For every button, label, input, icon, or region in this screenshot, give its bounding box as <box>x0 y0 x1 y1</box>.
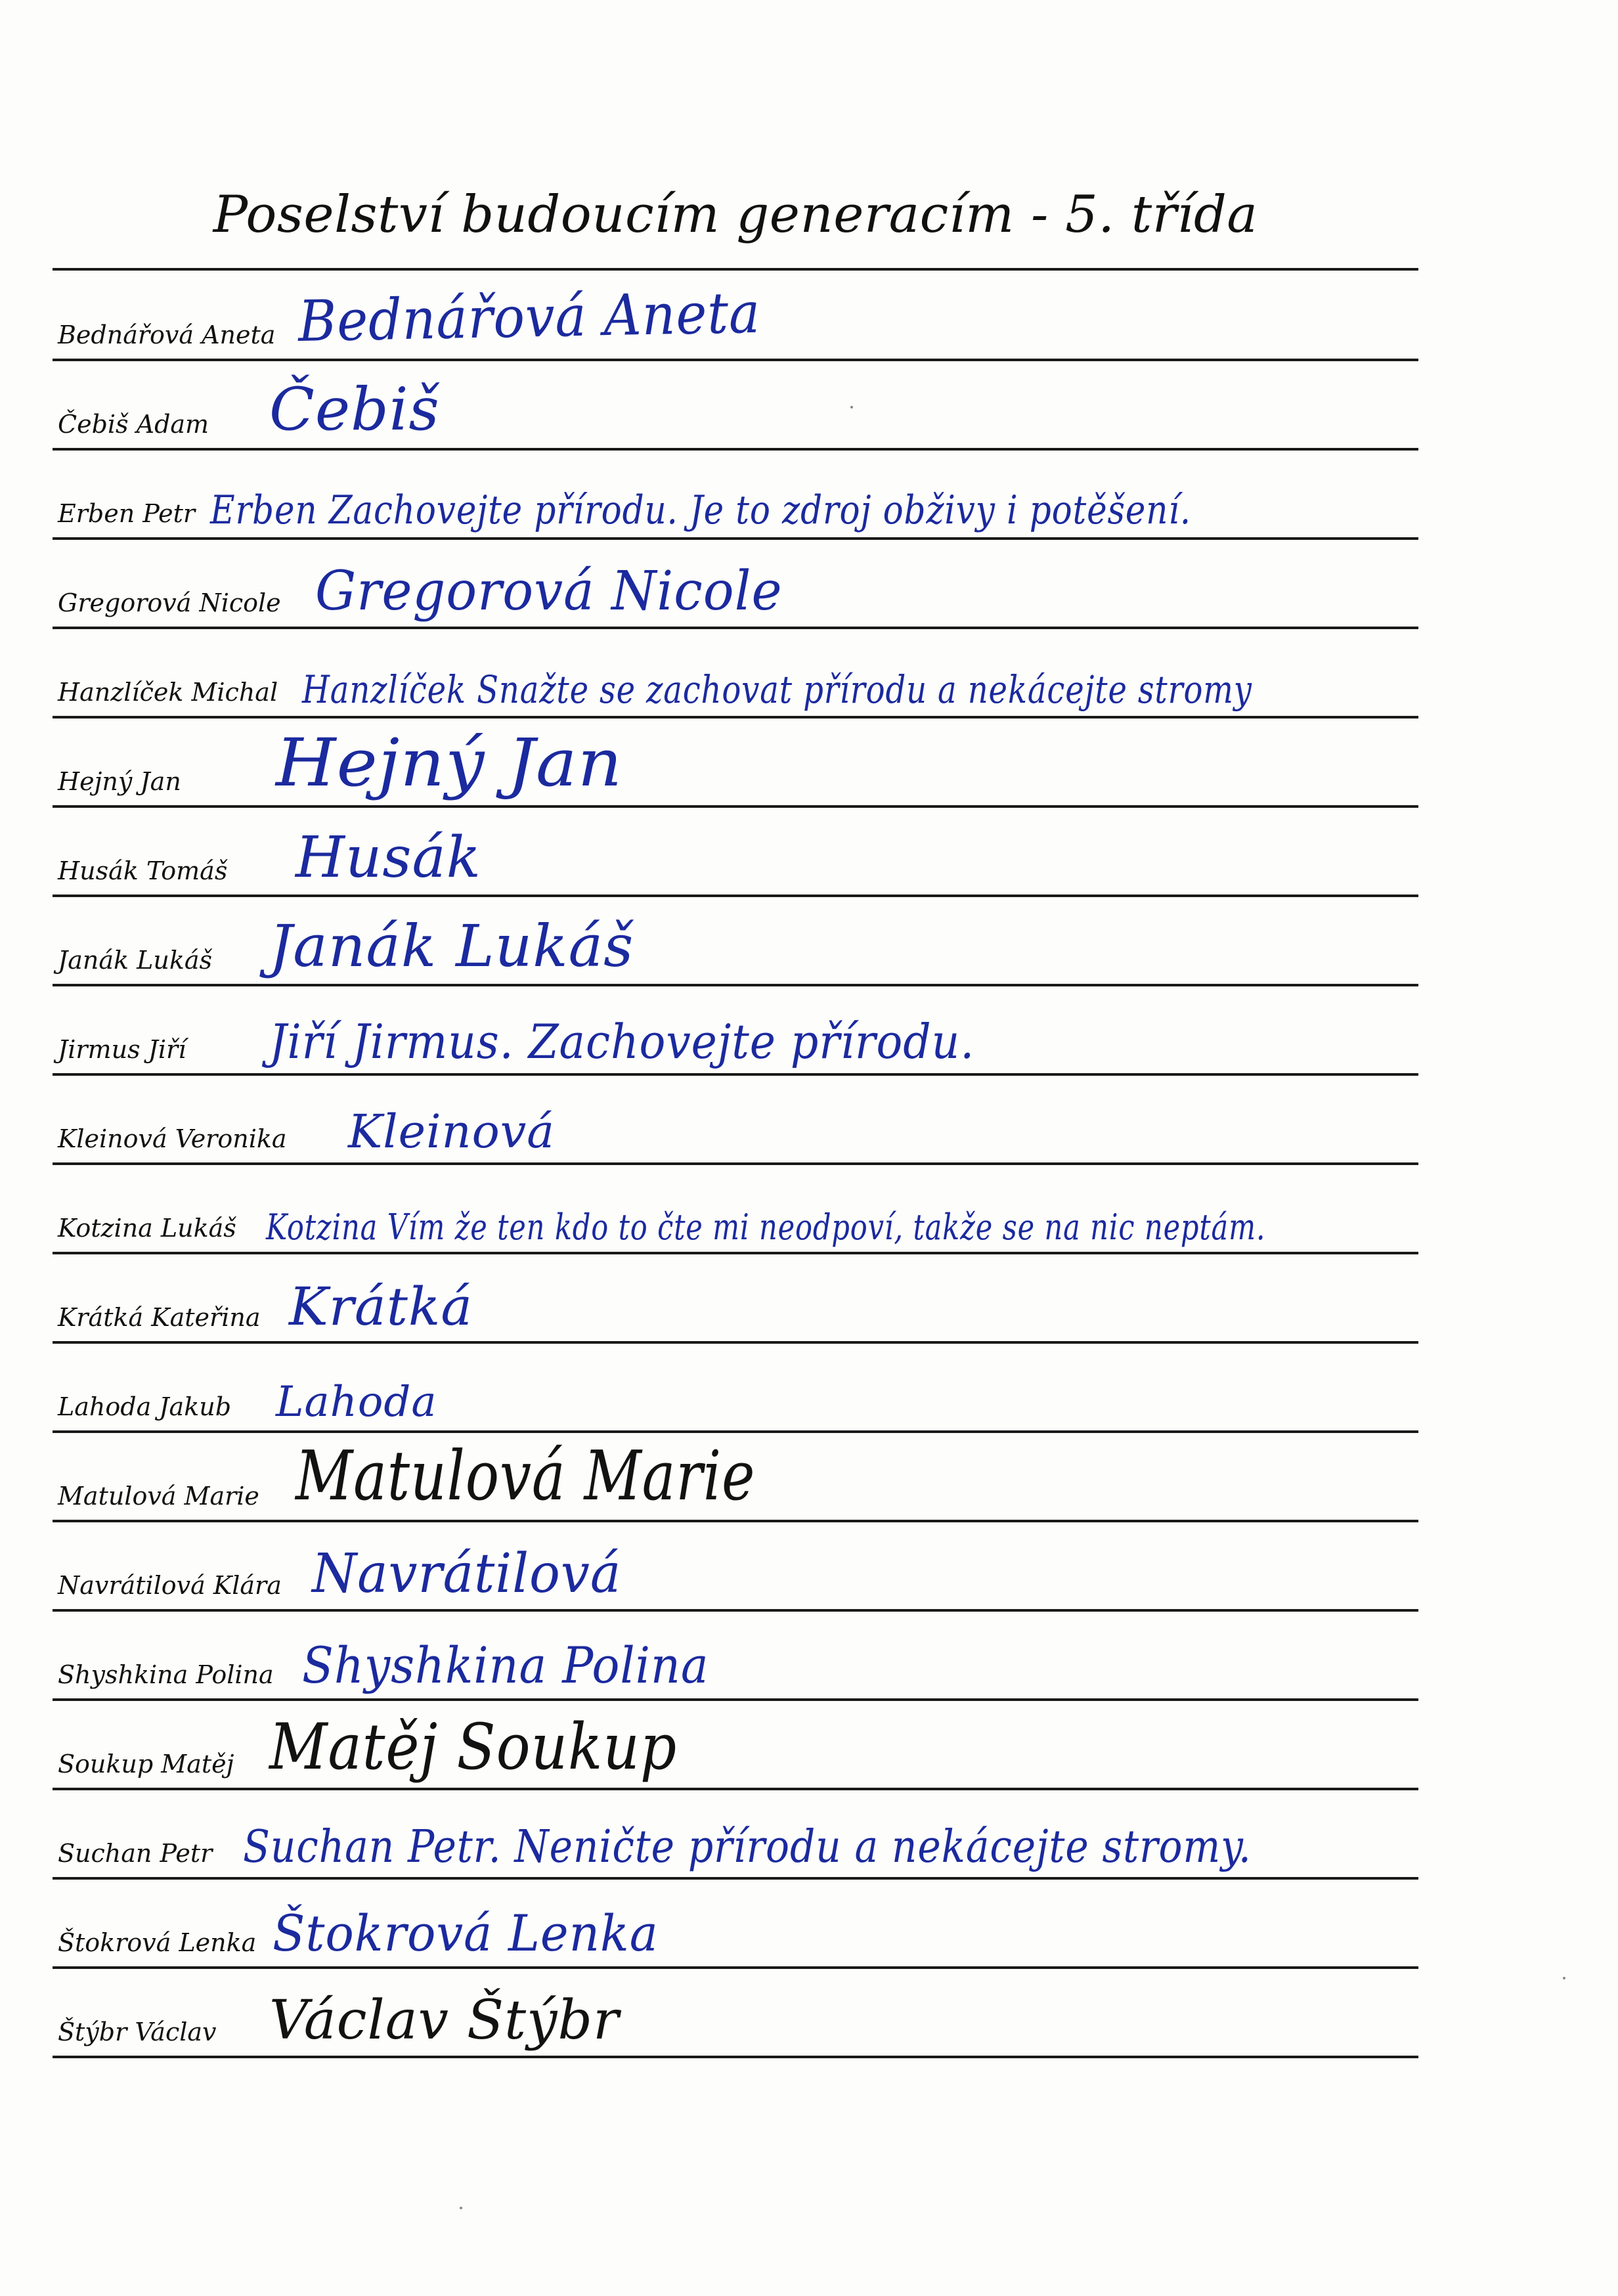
handwritten-entry: Janák Lukáš <box>269 912 634 980</box>
scan-speck <box>460 2207 462 2209</box>
signature-row <box>53 361 1425 451</box>
student-name: Hanzlíček Michal <box>58 678 278 707</box>
student-name: Soukup Matěj <box>58 1750 234 1778</box>
handwritten-entry: Matěj Soukup <box>269 1710 678 1784</box>
student-name: Matulová Marie <box>58 1482 259 1511</box>
handwritten-entry: Lahoda <box>276 1378 437 1426</box>
student-name: Kleinová Veronika <box>58 1124 287 1153</box>
signature-row <box>53 540 1425 629</box>
student-name: Suchan Petr <box>58 1839 213 1868</box>
signature-row <box>53 1969 1425 2058</box>
handwritten-entry: Gregorová Nicole <box>315 560 783 623</box>
scan-speck <box>850 406 853 408</box>
signature-row <box>53 1165 1425 1254</box>
scan-speck <box>1563 1977 1565 1979</box>
handwritten-entry: Erben Zachovejte přírodu. Je to zdroj obživy i potěšení. <box>210 487 1191 533</box>
student-name: Hejný Jan <box>58 767 181 796</box>
signature-row <box>53 897 1425 986</box>
student-name: Krátká Kateřina <box>58 1303 261 1332</box>
student-name: Čebiš Adam <box>58 410 209 439</box>
handwritten-entry: Matulová Marie <box>295 1436 756 1516</box>
signature-row <box>53 1076 1425 1165</box>
page-title: Poselství budoucím generacím - 5. třída <box>213 185 1258 244</box>
student-name: Navrátilová Klára <box>58 1571 282 1600</box>
student-name: Gregorová Nicole <box>58 588 281 617</box>
handwritten-entry: Navrátilová <box>312 1543 622 1605</box>
signature-row <box>53 1612 1425 1701</box>
signature-row <box>53 1254 1425 1344</box>
signature-row <box>53 1880 1425 1969</box>
handwritten-entry: Václav Štýbr <box>269 1989 620 2052</box>
title-underline <box>53 268 1418 271</box>
signature-row <box>53 1522 1425 1612</box>
signature-row <box>53 629 1425 718</box>
signature-row <box>53 986 1425 1076</box>
student-name: Štokrová Lenka <box>58 1928 257 1957</box>
handwritten-entry: Kleinová <box>348 1105 556 1159</box>
handwritten-entry: Suchan Petr. Neničte přírodu a nekácejte stromy. <box>243 1821 1252 1873</box>
handwritten-entry: Husák <box>295 825 481 891</box>
student-name: Lahoda Jakub <box>58 1392 232 1421</box>
handwritten-entry: Jiří Jirmus. Zachovejte přírodu. <box>269 1014 975 1069</box>
signature-row <box>53 1701 1425 1790</box>
handwritten-entry: Bednářová Aneta <box>297 280 761 355</box>
student-name: Husák Tomáš <box>58 856 228 885</box>
student-name: Shyshkina Polina <box>58 1660 274 1689</box>
signature-row <box>53 1344 1425 1433</box>
signature-row <box>53 272 1425 361</box>
signature-row <box>53 1433 1425 1522</box>
signature-row <box>53 451 1425 540</box>
handwritten-entry: Štokrová Lenka <box>273 1904 659 1962</box>
student-name: Jirmus Jiří <box>58 1035 186 1064</box>
handwritten-entry: Krátká <box>289 1276 473 1337</box>
student-name: Bednářová Aneta <box>58 320 276 349</box>
signature-row <box>53 1790 1425 1880</box>
signature-line <box>53 2056 1418 2058</box>
signature-row <box>53 808 1425 897</box>
handwritten-entry: Shyshkina Polina <box>302 1636 709 1694</box>
signature-row <box>53 718 1425 808</box>
student-name: Erben Petr <box>58 499 196 528</box>
student-name: Janák Lukáš <box>58 946 213 975</box>
handwritten-entry: Kotzina Vím že ten kdo to čte mi neodpoví, takže se na nic neptám. <box>266 1206 1266 1248</box>
student-name: Kotzina Lukáš <box>58 1214 236 1243</box>
handwritten-entry: Hanzlíček Snažte se zachovat přírodu a nekácejte stromy <box>302 667 1252 712</box>
handwritten-entry: Čebiš <box>269 375 440 444</box>
handwritten-entry: Hejný Jan <box>276 724 623 801</box>
student-name: Štýbr Václav <box>58 2018 217 2046</box>
